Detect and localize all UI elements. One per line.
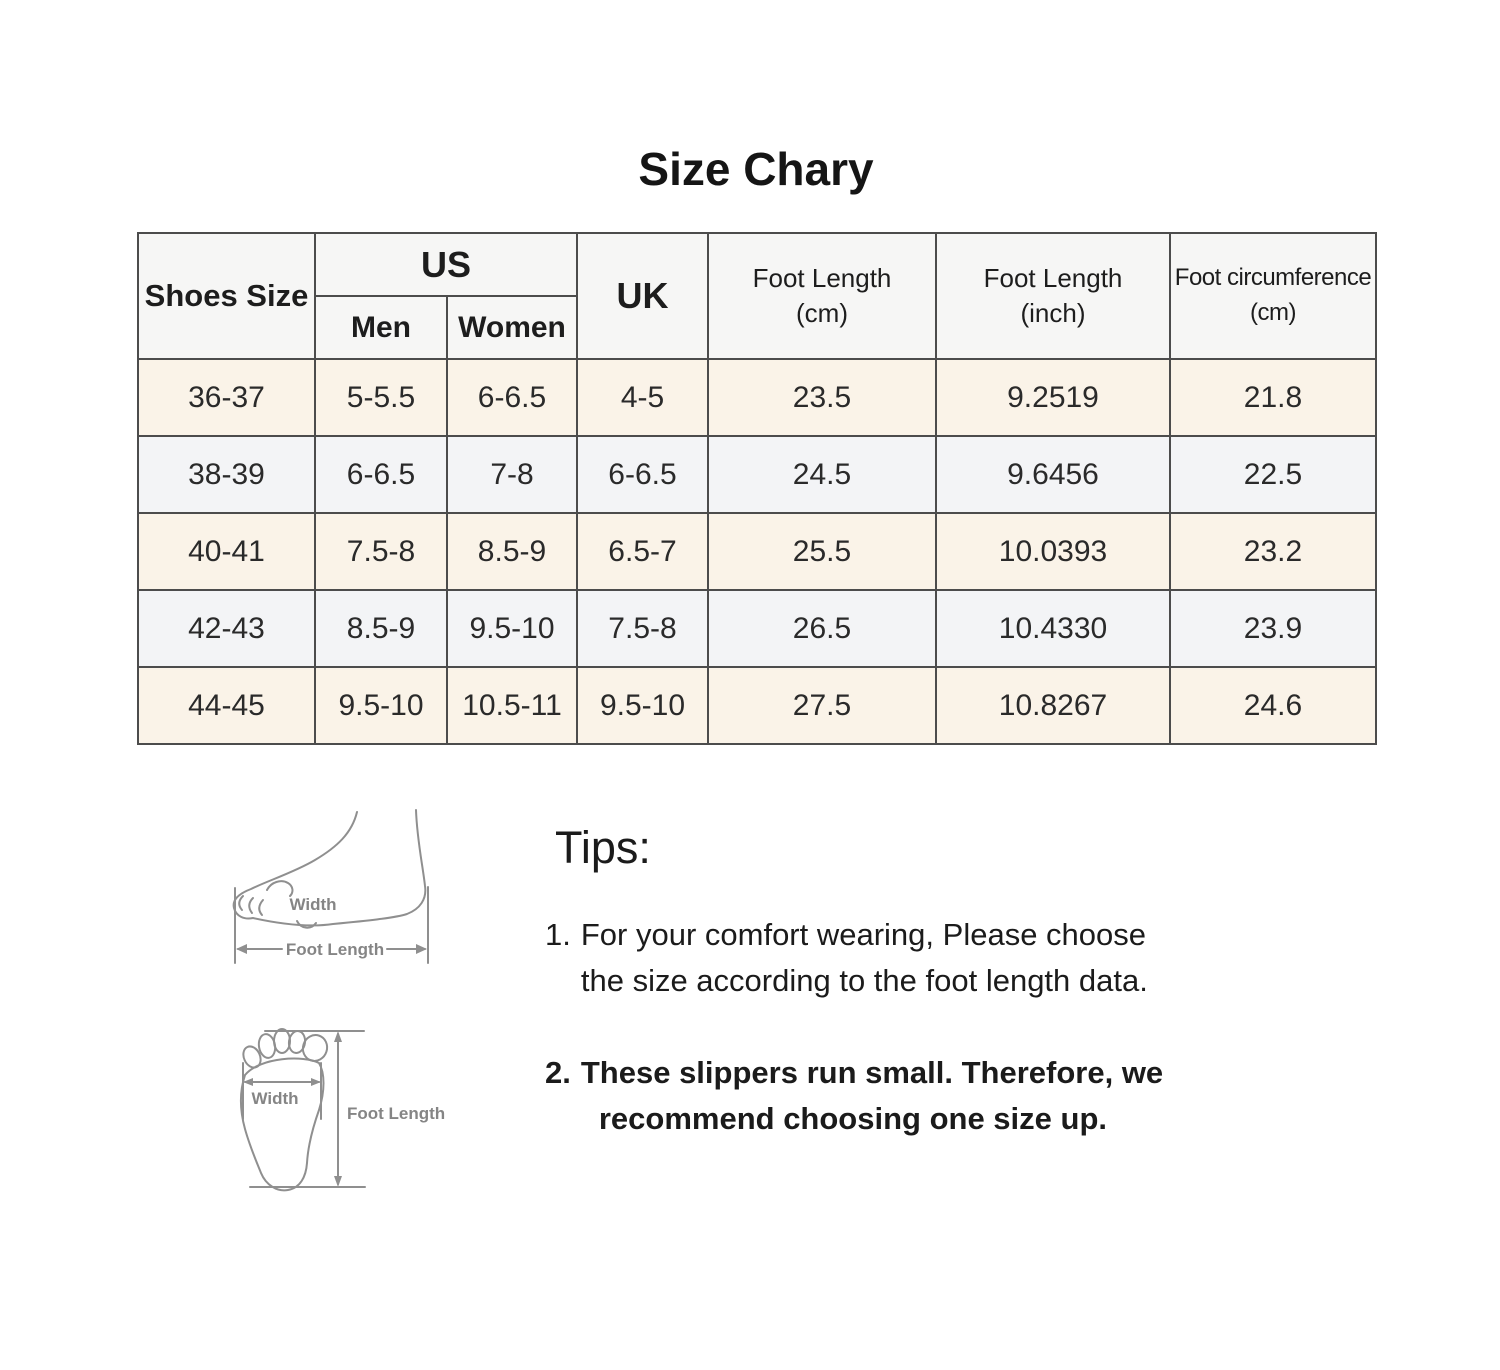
table-row	[138, 667, 1376, 744]
header-foot-circumference-line2: (cm)	[1250, 299, 1296, 326]
width-label: Width	[251, 1089, 299, 1108]
table-cell: 36-37	[138, 359, 315, 436]
footprint-diagram	[232, 1015, 447, 1200]
table-cell: 23.2	[1170, 513, 1376, 590]
table-cell: 10.0393	[936, 513, 1170, 590]
table-cell: 4-5	[577, 359, 708, 436]
table-row	[138, 436, 1376, 513]
size-table-header	[138, 233, 1376, 359]
tip-number: 1.	[545, 917, 571, 952]
ball-width-curl	[267, 881, 292, 896]
table-cell: 10.5-11	[447, 667, 577, 744]
table-cell: 7-8	[447, 436, 577, 513]
table-cell: 24.6	[1170, 667, 1376, 744]
toe-line	[239, 896, 243, 910]
header-foot-circumference	[1170, 233, 1376, 359]
table-cell: 6-6.5	[577, 436, 708, 513]
table-cell: 23.9	[1170, 590, 1376, 667]
header-shoes-size: Shoes Size	[138, 233, 315, 359]
table-cell: 7.5-8	[315, 513, 447, 590]
arrowhead-down	[334, 1176, 342, 1187]
table-cell: 8.5-9	[315, 590, 447, 667]
toe-print	[274, 1029, 290, 1053]
table-cell: 27.5	[708, 667, 936, 744]
tip-line-2: the size according to the foot length data.	[580, 962, 1148, 998]
table-cell: 21.8	[1170, 359, 1376, 436]
table-cell: 7.5-8	[577, 590, 708, 667]
header-foot-length-cm	[708, 233, 936, 359]
table-cell: 9.5-10	[315, 667, 447, 744]
toe-line	[249, 898, 253, 913]
header-foot-circumference-line1: Foot circumference	[1174, 264, 1372, 292]
table-row	[138, 590, 1376, 667]
table-cell: 42-43	[138, 590, 315, 667]
table-cell: 6-6.5	[447, 359, 577, 436]
table-cell: 8.5-9	[447, 513, 577, 590]
tip-line-1: These slippers run small. Therefore, we	[580, 1054, 1164, 1090]
header-foot-length-inch	[936, 233, 1170, 359]
page-title: Size Chary	[638, 143, 874, 195]
table-cell: 26.5	[708, 590, 936, 667]
tip-number: 2.	[545, 1054, 571, 1090]
size-table	[137, 232, 1377, 745]
header-us-men: Men	[315, 296, 447, 359]
arrowhead-up	[334, 1031, 342, 1042]
arrowhead-left	[236, 944, 247, 954]
header-foot-length-cm-line1: Foot Length	[752, 262, 892, 293]
header-uk: UK	[577, 233, 708, 359]
tip-line-1: For your comfort wearing, Please choose	[580, 917, 1147, 952]
table-cell: 44-45	[138, 667, 315, 744]
table-row	[138, 513, 1376, 590]
table-cell: 40-41	[138, 513, 315, 590]
arrowhead-right	[416, 944, 427, 954]
table-cell: 10.8267	[936, 667, 1170, 744]
width-label: Width	[289, 895, 337, 914]
table-cell: 6.5-7	[577, 513, 708, 590]
tip-item-1	[545, 912, 1215, 1004]
header-foot-length-inch-line1: Foot Length	[983, 262, 1123, 293]
table-cell: 38-39	[138, 436, 315, 513]
toe-line	[259, 900, 263, 915]
table-cell: 22.5	[1170, 436, 1376, 513]
table-cell: 6-6.5	[315, 436, 447, 513]
table-cell: 9.5-10	[577, 667, 708, 744]
table-cell: 25.5	[708, 513, 936, 590]
table-cell: 5-5.5	[315, 359, 447, 436]
tips-section	[545, 822, 1215, 1188]
header-foot-length-cm-line2: (cm)	[796, 298, 848, 328]
header-foot-length-inch-line2: (inch)	[1020, 298, 1086, 328]
header-us-women: Women	[447, 296, 577, 359]
foot-side-view-diagram	[225, 795, 440, 970]
table-cell: 24.5	[708, 436, 936, 513]
tip-item-2	[545, 1050, 1215, 1142]
table-cell: 9.6456	[936, 436, 1170, 513]
arrowhead-right	[311, 1078, 321, 1086]
table-cell: 10.4330	[936, 590, 1170, 667]
size-table-body	[138, 359, 1376, 744]
header-us-group: US	[315, 233, 577, 296]
foot-length-label: Foot Length	[347, 1104, 446, 1123]
table-cell: 23.5	[708, 359, 936, 436]
tip-text	[581, 1050, 1215, 1142]
tips-heading: Tips:	[555, 822, 651, 873]
table-cell: 9.2519	[936, 359, 1170, 436]
table-row	[138, 359, 1376, 436]
table-cell: 9.5-10	[447, 590, 577, 667]
foot-length-label: Foot Length	[285, 940, 385, 959]
tip-text	[581, 912, 1215, 1004]
tip-line-2: recommend choosing one size up.	[598, 1100, 1107, 1136]
